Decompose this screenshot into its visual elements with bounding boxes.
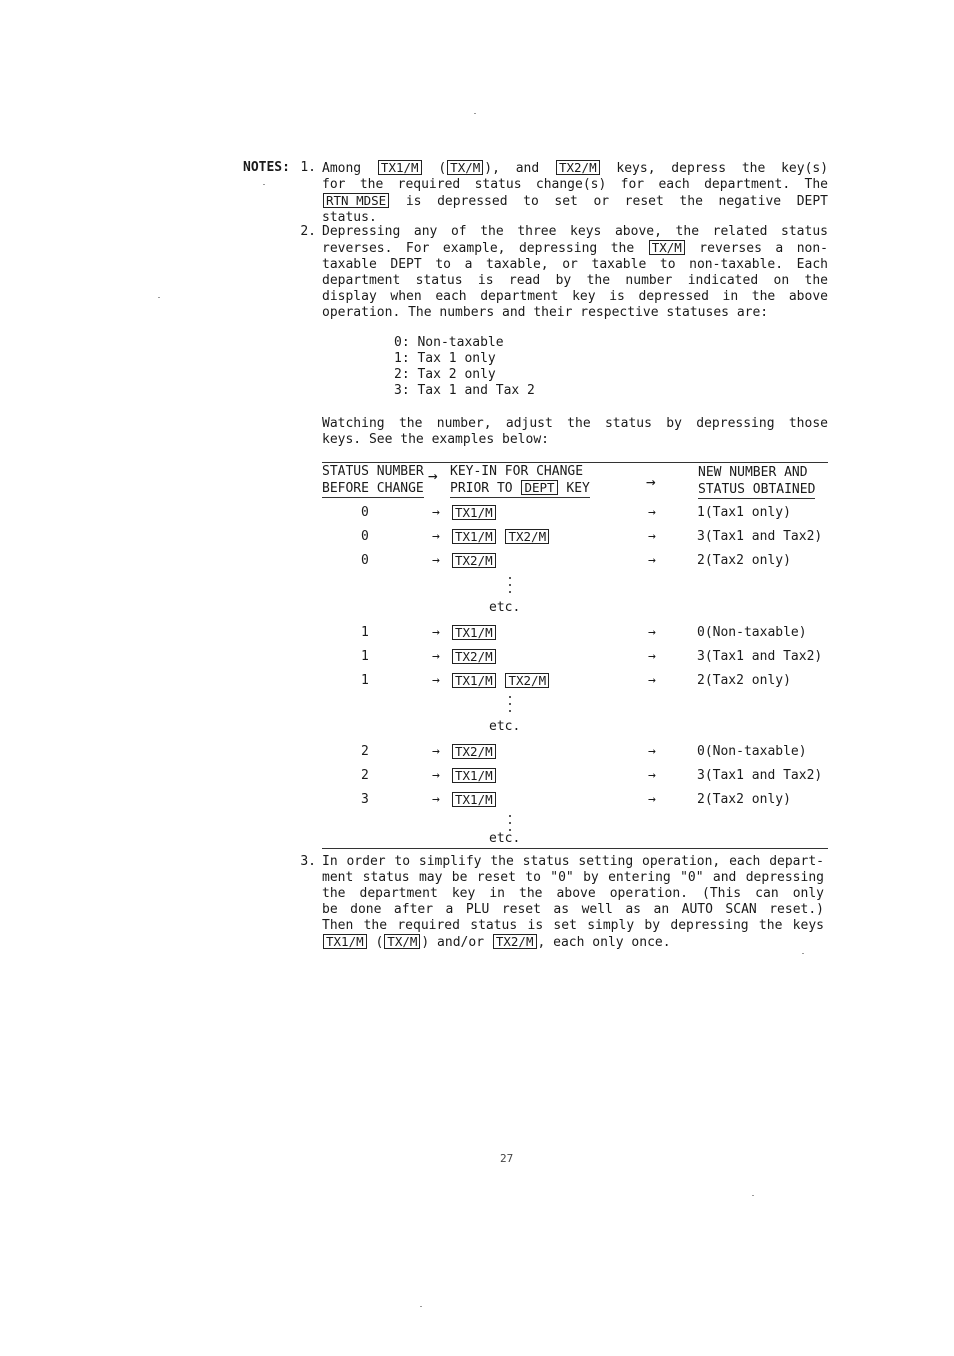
tx2m-key: TX2/M <box>505 529 549 544</box>
page-number: 27 <box>500 1152 514 1165</box>
tx2m-key: TX2/M <box>493 934 537 949</box>
note-2-text <box>322 224 828 321</box>
row-arrow: → <box>648 529 656 544</box>
note-1-line-1: Among TX1/M ( TX/M ), and TX2/M keys, depress the key(s) <box>322 160 829 176</box>
tx2m-key: TX2/M <box>452 744 496 759</box>
key-sequence <box>451 792 497 809</box>
txm-key: TX/M <box>447 160 483 175</box>
status-before: 0 <box>361 529 369 544</box>
continuation-dots <box>509 577 513 598</box>
note-3-line-1: In order to simplify the status setting operation, each depart- <box>322 854 824 869</box>
tx1m-key: TX1/M <box>452 673 496 688</box>
txm-key: TX/M <box>384 934 420 949</box>
note-3-line-5: Then the required status is set simply by depressing the keys <box>322 918 824 933</box>
status-obtained: 3(Tax1 and Tax2) <box>697 649 823 664</box>
key-sequence <box>451 529 550 546</box>
watching-text <box>322 416 828 448</box>
table-bottom-rule <box>322 848 828 849</box>
header-key-in: KEY-IN FOR CHANGE PRIOR TO DEPT KEY <box>450 464 590 496</box>
note-3-line-6: TX1/M ( TX/M ) and/or TX2/M , each only once. <box>322 934 824 951</box>
note-2-number: 2. <box>300 224 316 239</box>
row-arrow: → <box>432 649 440 664</box>
status-before: 0 <box>361 505 369 520</box>
row-arrow: → <box>648 625 656 640</box>
etc-label: etc. <box>489 600 521 615</box>
tx1m-key: TX1/M <box>452 792 496 807</box>
note-3-text <box>322 854 824 951</box>
note-1-line-3: RTN MDSE is depressed to set or reset the negative DEPT <box>322 193 828 210</box>
header-new-number: NEW NUMBER AND STATUS OBTAINED <box>698 465 816 497</box>
status-obtained: 2(Tax2 only) <box>697 673 791 688</box>
row-arrow: → <box>648 744 656 759</box>
status-obtained: 1(Tax1 only) <box>697 505 791 520</box>
watching-line-1: Watching the number, adjust the status by depressing those <box>322 416 828 431</box>
txm-key: TX/M <box>649 240 685 255</box>
note-2-line-2: reverses. For example, depressing the TX/M reverses a non- <box>322 240 829 256</box>
status-before: 1 <box>361 625 369 640</box>
tx1m-key: TX1/M <box>452 505 496 520</box>
row-arrow: → <box>432 505 440 520</box>
row-arrow: → <box>432 792 440 807</box>
key-sequence <box>451 625 497 642</box>
status-obtained: 0(Non-taxable) <box>697 744 807 759</box>
key-sequence <box>451 553 497 570</box>
etc-label: etc. <box>489 831 521 846</box>
tx1m-key: TX1/M <box>452 529 496 544</box>
key-sequence <box>451 505 497 522</box>
continuation-dots <box>509 696 513 717</box>
note-2-line-6: operation. The numbers and their respective statuses are: <box>322 305 769 320</box>
note-1-line-4: status. <box>322 210 377 225</box>
row-arrow: → <box>432 529 440 544</box>
tx2m-key: TX2/M <box>452 649 496 664</box>
note-1-line-2: for the required status change(s) for each department. The <box>322 177 828 192</box>
note-2-line-3: taxable DEPT to a taxable, or taxable to non-taxable. Each <box>322 257 828 272</box>
note-2-line-5: display when each department key is depressed in the above <box>322 289 828 304</box>
rtn-mdse-key: RTN MDSE <box>323 193 389 208</box>
status-before: 0 <box>361 553 369 568</box>
status-item: 3: Tax 1 and Tax 2 <box>394 383 535 398</box>
note-2-line-4: department status is read by the number indicated on the <box>322 273 828 288</box>
tx1m-key: TX1/M <box>452 625 496 640</box>
status-before: 1 <box>361 649 369 664</box>
note-3-line-2: ment status may be reset to "0" by entering "0" and depressing <box>322 870 824 885</box>
status-item: 1: Tax 1 only <box>394 351 496 366</box>
notes-label: NOTES: <box>243 160 290 175</box>
note-3-line-4: be done after a PLU reset as well as an AUTO SCAN reset.) <box>322 902 824 917</box>
note-3-line-3: the department key in the above operation. (This can only <box>322 886 824 901</box>
row-arrow: → <box>432 673 440 688</box>
row-arrow: → <box>648 673 656 688</box>
header-status-before: STATUS NUMBER BEFORE CHANGE <box>322 464 424 496</box>
row-arrow: → <box>648 649 656 664</box>
row-arrow: → <box>432 744 440 759</box>
dept-key: DEPT <box>521 480 557 495</box>
status-item: 0: Non-taxable <box>394 335 504 350</box>
key-sequence <box>451 649 497 666</box>
status-before: 2 <box>361 744 369 759</box>
status-obtained: 0(Non-taxable) <box>697 625 807 640</box>
note-1-number: 1. <box>300 160 316 175</box>
row-arrow: → <box>648 792 656 807</box>
row-arrow: → <box>432 553 440 568</box>
status-item: 2: Tax 2 only <box>394 367 496 382</box>
tx2m-key: TX2/M <box>505 673 549 688</box>
note-2-line-1: Depressing any of the three keys above, the related status <box>322 224 828 239</box>
note-1-text <box>322 160 828 226</box>
tx1m-key: TX1/M <box>452 768 496 783</box>
key-sequence <box>451 744 497 761</box>
watching-line-2: keys. See the examples below: <box>322 432 549 447</box>
note-3-number: 3. <box>300 854 316 869</box>
row-arrow: → <box>648 553 656 568</box>
tx2m-key: TX2/M <box>452 553 496 568</box>
status-before: 2 <box>361 768 369 783</box>
key-sequence <box>451 768 497 785</box>
status-obtained: 2(Tax2 only) <box>697 792 791 807</box>
status-obtained: 3(Tax1 and Tax2) <box>697 768 823 783</box>
etc-label: etc. <box>489 719 521 734</box>
row-arrow: → <box>648 768 656 783</box>
header-arrow: → <box>428 466 438 485</box>
status-obtained: 2(Tax2 only) <box>697 553 791 568</box>
tx1m-key: TX1/M <box>323 934 367 949</box>
tx1m-key: TX1/M <box>378 160 422 175</box>
key-sequence <box>451 673 550 690</box>
row-arrow: → <box>432 768 440 783</box>
row-arrow: → <box>432 625 440 640</box>
tx2m-key: TX2/M <box>556 160 600 175</box>
status-before: 3 <box>361 792 369 807</box>
status-before: 1 <box>361 673 369 688</box>
row-arrow: → <box>648 505 656 520</box>
status-list <box>394 335 535 399</box>
status-obtained: 3(Tax1 and Tax2) <box>697 529 823 544</box>
header-arrow: → <box>646 472 656 491</box>
